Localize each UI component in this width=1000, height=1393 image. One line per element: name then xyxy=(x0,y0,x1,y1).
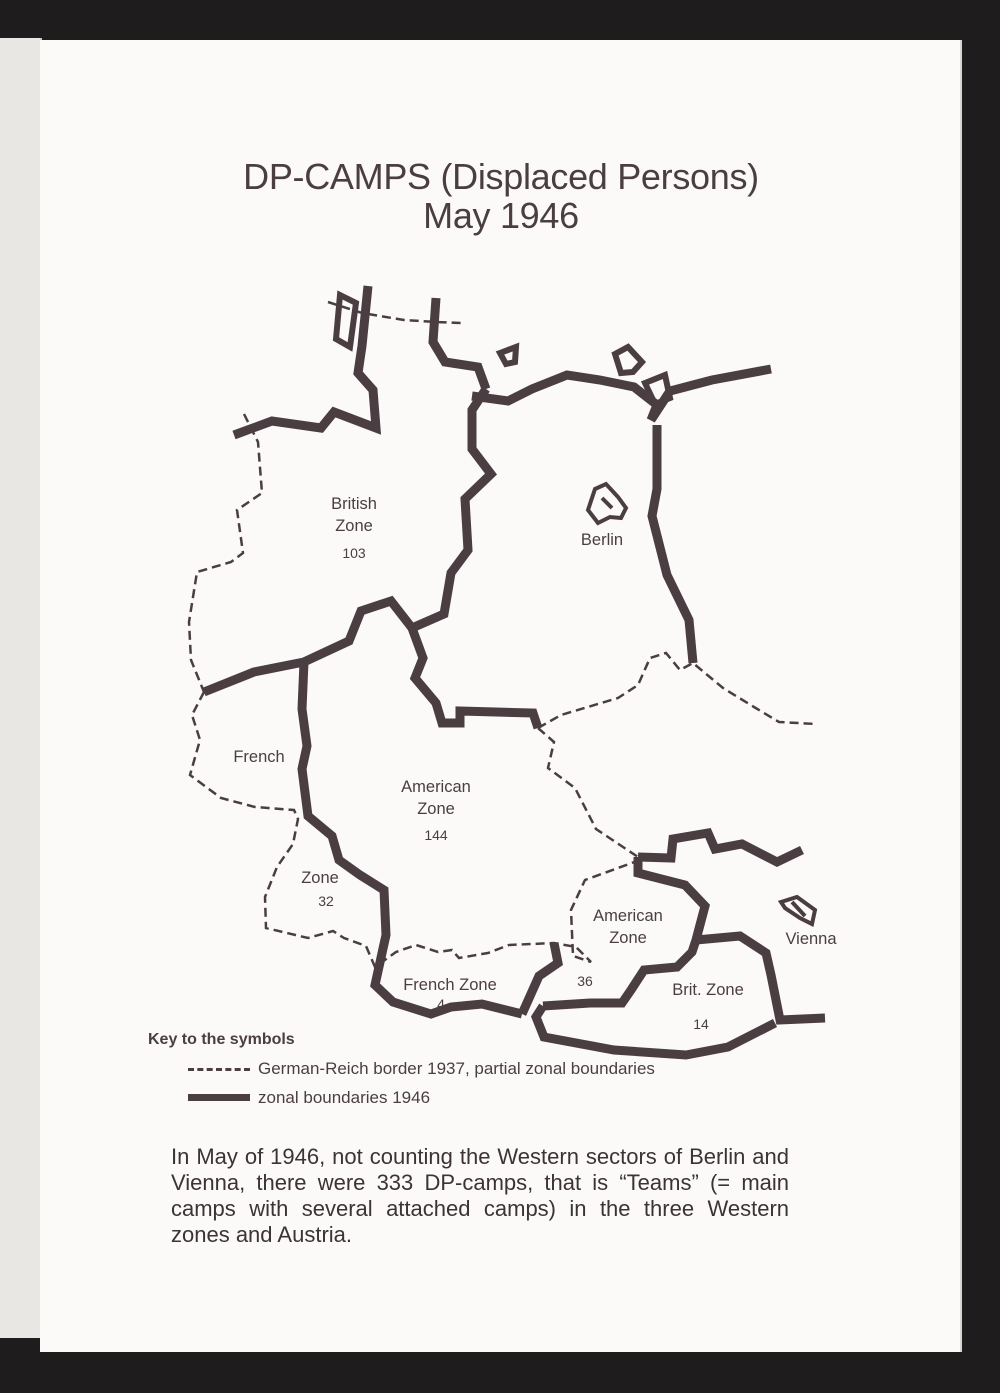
zonal-boundaries-1946 xyxy=(204,286,825,1055)
austria-french-zone-label: French Zone xyxy=(403,976,497,994)
key-row-dashed xyxy=(188,1059,788,1081)
british-zone-label-2: Zone xyxy=(335,517,373,535)
austria-french-zone-count: 4 xyxy=(437,996,445,1012)
facing-page-edge xyxy=(0,38,42,1338)
austria-british-zone-label: Brit. Zone xyxy=(672,981,744,999)
page xyxy=(40,40,962,1352)
vienna-sectors xyxy=(781,897,815,924)
french-zone-label: French xyxy=(233,748,285,766)
american-zone-label-1: American xyxy=(401,778,471,796)
austria-british-zone-count: 14 xyxy=(693,1016,709,1032)
vienna-label: Vienna xyxy=(785,930,837,948)
key-solid-label: zonal boundaries 1946 xyxy=(258,1088,431,1107)
berlin-sectors xyxy=(588,484,626,523)
french-zone-count: 32 xyxy=(318,893,334,909)
key-row-solid xyxy=(188,1088,788,1110)
french-zone-label-2: Zone xyxy=(301,869,339,887)
american-zone-count: 144 xyxy=(424,827,448,843)
british-zone-label-1: British xyxy=(331,495,377,513)
caption-paragraph: In May of 1946, not counting the Western sectors of Berlin and Vienna, there were 333 DP-camps, that is “Teams” (= main camps with several attached camps) in the three Western zones and Austria. xyxy=(171,1144,789,1247)
austria-american-zone-count: 36 xyxy=(577,973,593,989)
berlin-label: Berlin xyxy=(580,531,624,549)
american-zone-label-2: Zone xyxy=(417,800,455,818)
austria-american-zone-label-2: Zone xyxy=(609,929,647,947)
map-title: DP-CAMPS (Displaced Persons) xyxy=(243,156,759,197)
austria-american-zone-label-1: American xyxy=(593,907,663,925)
map-subtitle: May 1946 xyxy=(423,195,579,236)
key-dashed-label: German-Reich border 1937, partial zonal boundaries xyxy=(258,1059,655,1078)
british-zone-count: 103 xyxy=(342,545,366,561)
map-labels xyxy=(233,495,837,1032)
key-title: Key to the symbols xyxy=(148,1031,295,1048)
dashed-line-swatch xyxy=(188,1068,250,1071)
solid-line-swatch xyxy=(188,1094,250,1101)
